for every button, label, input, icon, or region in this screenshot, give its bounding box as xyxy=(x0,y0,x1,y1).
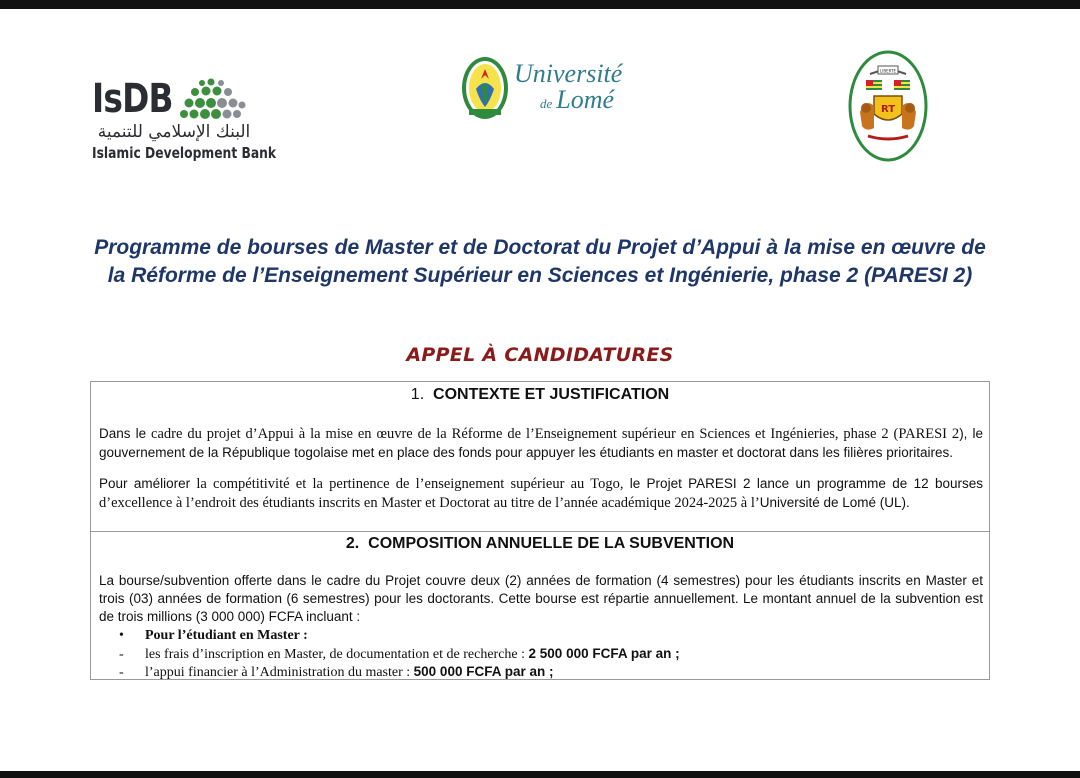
list-item xyxy=(119,663,553,682)
lome-word: Lomé xyxy=(556,85,615,114)
isdb-logo xyxy=(90,76,277,166)
bottom-border-bar xyxy=(0,771,1080,778)
section-divider xyxy=(91,531,989,532)
university-wordmark xyxy=(514,61,622,113)
bullet-mark: • xyxy=(119,628,124,643)
isdb-globe-icon xyxy=(176,78,248,122)
bullet-label: Pour l’étudiant en Master : xyxy=(145,628,308,643)
section-1-paragraph-2 xyxy=(99,474,983,512)
text-run: la compétitivité et la pertinence de l’enseignement supérieur au Togo, xyxy=(190,476,630,492)
section-1-heading xyxy=(91,386,989,404)
togo-coat-of-arms-icon xyxy=(848,50,928,162)
isdb-arabic-name: البنك الإسلامي للتنمية xyxy=(97,122,251,142)
section-2-title: COMPOSITION ANNUELLE DE LA SUBVENTION xyxy=(368,535,735,552)
isdb-english-name: Islamic Development Bank xyxy=(92,144,277,162)
isdb-wordmark: IsDB xyxy=(92,76,173,122)
section-2-heading xyxy=(91,535,989,553)
de-word: de xyxy=(540,96,553,111)
motto-text: LIBERTE xyxy=(879,68,897,74)
content-table xyxy=(90,381,990,680)
top-border-bar xyxy=(0,0,1080,9)
section-2-number: 2. xyxy=(345,535,360,552)
text-run: Pour améliorer xyxy=(99,476,191,491)
section-1-number: 1. xyxy=(410,386,425,403)
section-1-paragraph-1 xyxy=(99,424,983,462)
bullet-item xyxy=(119,627,308,645)
item-text: l’appui financier à l’Administration du master : xyxy=(145,665,414,680)
list-item xyxy=(119,645,680,664)
text-run: ), le gouvernement de la République togolaise met en place des fonds pour appuyer les étudiants en master et doctorat dans les filières prioritaires. xyxy=(99,426,983,460)
call-for-applications-heading: APPEL À CANDIDATURES xyxy=(406,344,674,366)
university-word: Université xyxy=(514,59,623,88)
dash-mark: - xyxy=(119,665,124,680)
text-run: Dans le xyxy=(99,426,147,441)
text-run: le Projet PARESI 2 lance un programme de 12 bourses xyxy=(629,476,983,491)
item-text: les frais d’inscription en Master, de documentation et de recherche : xyxy=(145,647,529,662)
item-amount: 500 000 FCFA par an ; xyxy=(413,664,554,679)
section-2-paragraph: La bourse/subvention offerte dans le cadre du Projet couvre deux (2) années de formation (4 semestres) pour les étudiants inscrits en Master et trois (03) années de formation (6 semestres) pour les doctorants. Cette bourse est répartie annuellement. Le montant annuel de la subvention est de trois millions (3 000 000) FCFA incluant : xyxy=(99,573,983,624)
university-seal-icon xyxy=(460,55,510,125)
item-amount: 2 500 000 FCFA par an ; xyxy=(528,646,680,661)
universite-de-lome-logo xyxy=(460,55,630,127)
section-1-title: CONTEXTE ET JUSTIFICATION xyxy=(433,386,670,403)
text-run: Université de Lomé (UL). xyxy=(759,495,910,510)
badge-text: RT xyxy=(880,104,896,115)
dash-mark: - xyxy=(119,647,124,662)
text-run: cadre du projet d’Appui à la mise en œuvre de la Réforme de l’Enseignement supérieur en Sciences et Ingénieries, phase 2 (PARESI 2 xyxy=(146,426,960,442)
document-title: Programme de bourses de Master et de Doctorat du Projet d’Appui à la mise en œuvre de la Réforme de l’Enseignement Supérieur en Sciences et Ingénierie, phase 2 (PARESI 2) xyxy=(94,236,986,287)
text-run: d’excellence à l’endroit des étudiants inscrits en Master et Doctorat au titre de l’année académique 2024-2025 à l’ xyxy=(99,495,760,511)
